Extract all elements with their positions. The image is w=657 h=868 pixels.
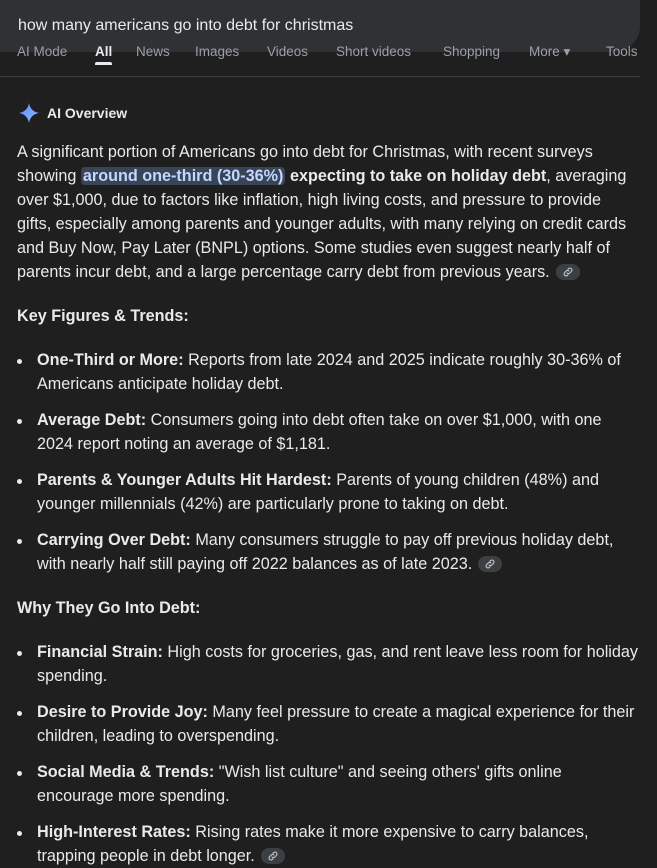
key-figures-list	[17, 348, 657, 576]
item-line: younger millennials (42%) are particularly prone to taking on debt.	[37, 495, 509, 513]
highlighted-text: around one-third (30-36%)	[82, 167, 284, 185]
why-debt-list	[17, 640, 657, 868]
item-line	[37, 844, 657, 868]
key-figures-heading: Key Figures & Trends:	[17, 307, 189, 325]
item-text: Parents of young children (48%) and	[331, 471, 599, 489]
item-title: Desire to Provide Joy:	[37, 703, 208, 721]
chevron-down-icon: ▾	[563, 44, 571, 59]
source-link-chip[interactable]	[261, 848, 285, 864]
intro-line: A significant portion of Americans go into debt for Christmas, with recent surveys	[17, 143, 593, 161]
item-line	[37, 640, 657, 664]
search-tabs	[0, 44, 640, 77]
item-line	[37, 760, 657, 784]
item-text: "Wish list culture" and seeing others' gifts online	[214, 763, 562, 781]
source-link-chip[interactable]	[556, 264, 580, 280]
item-line: spending.	[37, 667, 108, 685]
intro-text: , averaging	[546, 167, 627, 185]
link-icon	[267, 850, 279, 862]
item-title: Average Debt:	[37, 411, 147, 429]
sparkle-icon	[18, 102, 40, 124]
list-item	[17, 640, 657, 688]
list-item	[17, 820, 657, 868]
item-title: High-Interest Rates:	[37, 823, 191, 841]
intro-line: gifts, especially among parents and younger adults, with many relying on credit cards	[17, 215, 627, 233]
tab-tools[interactable]: Tools	[606, 44, 638, 59]
intro-paragraph	[17, 140, 657, 284]
tab-news[interactable]: News	[136, 44, 170, 59]
tab-short-videos[interactable]: Short videos	[336, 44, 412, 59]
intro-line	[17, 164, 657, 188]
item-line	[37, 408, 657, 432]
item-text: with nearly half still paying off 2022 balances as of late 2023.	[37, 555, 473, 573]
link-icon	[484, 558, 496, 570]
item-line	[37, 820, 657, 844]
item-text: Reports from late 2024 and 2025 indicate roughly 30-36% of	[183, 351, 621, 369]
list-item	[17, 760, 657, 808]
intro-line	[17, 260, 657, 284]
item-line: Americans anticipate holiday debt.	[37, 375, 284, 393]
item-line	[37, 552, 657, 576]
list-item	[17, 528, 657, 576]
tab-images[interactable]: Images	[195, 44, 240, 59]
why-debt-heading: Why They Go Into Debt:	[17, 599, 201, 617]
item-text: Many consumers struggle to pay off previous holiday debt,	[190, 531, 614, 549]
ai-overview-label: AI Overview	[47, 105, 128, 121]
bold-text: expecting to take on holiday debt	[285, 167, 547, 185]
intro-line: and Buy Now, Pay Later (BNPL) options. Some studies even suggest nearly half of	[17, 239, 610, 257]
item-title: Parents & Younger Adults Hit Hardest:	[37, 471, 332, 489]
intro-line: over $1,000, due to factors like inflation, high living costs, and pressure to provide	[17, 191, 601, 209]
list-item	[17, 468, 657, 516]
tab-more-label: More	[529, 44, 560, 59]
tab-videos[interactable]: Videos	[267, 44, 309, 59]
item-text: Consumers going into debt often take on over $1,000, with one	[146, 411, 602, 429]
item-line	[37, 528, 657, 552]
tab-shopping[interactable]: Shopping	[443, 44, 501, 59]
item-line	[37, 348, 657, 372]
item-line: encourage more spending.	[37, 787, 230, 805]
item-title: Carrying Over Debt:	[37, 531, 191, 549]
item-title: One-Third or More:	[37, 351, 184, 369]
list-item	[17, 408, 657, 456]
item-line	[37, 468, 657, 492]
item-title: Financial Strain:	[37, 643, 163, 661]
ai-overview-header	[18, 101, 127, 125]
tab-all[interactable]: All	[95, 40, 112, 64]
tab-more[interactable]	[529, 40, 570, 64]
tab-ai-mode[interactable]: AI Mode	[17, 44, 68, 59]
item-text: High costs for groceries, gas, and rent leave less room for holiday	[162, 643, 638, 661]
source-link-chip[interactable]	[478, 556, 502, 572]
list-item	[17, 348, 657, 396]
item-title: Social Media & Trends:	[37, 763, 215, 781]
item-line	[37, 700, 657, 724]
ai-overview-body	[17, 140, 657, 868]
search-query[interactable]: how many americans go into debt for christmas	[18, 17, 354, 34]
item-text: Rising rates make it more expensive to carry balances,	[190, 823, 589, 841]
intro-text: parents incur debt, and a large percentage carry debt from previous years.	[17, 263, 550, 281]
link-icon	[562, 266, 574, 278]
item-text: Many feel pressure to create a magical experience for their	[207, 703, 635, 721]
intro-text: showing	[17, 167, 81, 185]
list-item	[17, 700, 657, 748]
item-line: children, leading to overspending.	[37, 727, 280, 745]
item-line: 2024 report noting an average of $1,181.	[37, 435, 331, 453]
item-text: trapping people in debt longer.	[37, 847, 255, 865]
